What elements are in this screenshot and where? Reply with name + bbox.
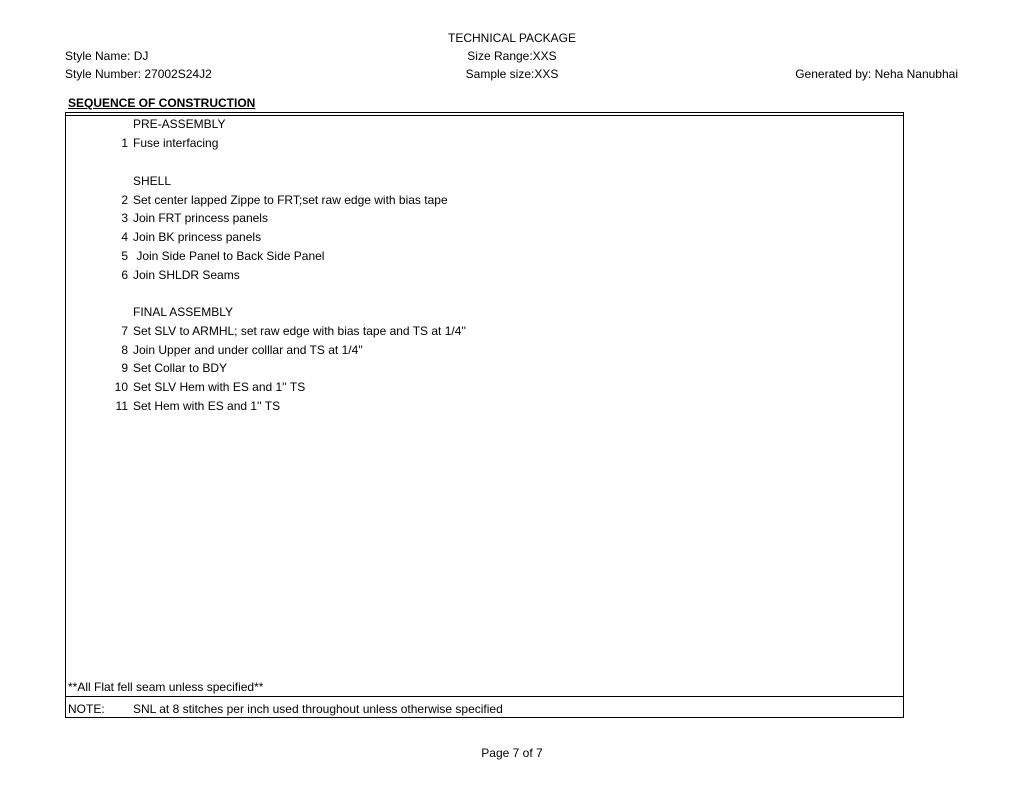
- step-row: [66, 397, 903, 415]
- step-text: Set center lapped Zippe to FRT;set raw edge with bias tape: [133, 193, 448, 207]
- sample-size: Sample size:XXS: [465, 67, 559, 81]
- step-number: 10: [114, 380, 128, 394]
- step-number: 4: [121, 230, 128, 244]
- step-number: 8: [121, 343, 128, 357]
- step-number: 7: [121, 324, 128, 338]
- style-name: Style Name: DJ: [65, 49, 149, 63]
- step-text: Fuse interfacing: [133, 136, 219, 150]
- step-text: Join FRT princess panels: [133, 211, 268, 225]
- note-row: [66, 700, 903, 718]
- generated-by: Generated by: Neha Nanubhai: [795, 67, 958, 81]
- step-row: [66, 228, 903, 246]
- step-text: Set SLV to ARMHL; set raw edge with bias tape and TS at 1/4'': [133, 324, 466, 338]
- step-row: [66, 266, 903, 284]
- section-label-pre-assembly: PRE-ASSEMBLY: [133, 117, 226, 131]
- step-text: Join Upper and under colllar and TS at 1/4'': [133, 343, 363, 357]
- page-number: Page 7 of 7: [481, 746, 543, 760]
- size-range: Size Range:XXS: [467, 49, 557, 63]
- footnote: **All Flat fell seam unless specified**: [68, 680, 264, 694]
- step-number: 6: [121, 268, 128, 282]
- step-text: Set SLV Hem with ES and 1'' TS: [133, 380, 306, 394]
- step-number: 1: [121, 136, 128, 150]
- step-number: 2: [121, 193, 128, 207]
- section-label-final-assembly: FINAL ASSEMBLY: [133, 305, 234, 319]
- note-label: NOTE:: [68, 702, 105, 716]
- step-text: Set Collar to BDY: [133, 361, 228, 375]
- note-text: SNL at 8 stitches per inch used throughout unless otherwise specified: [133, 702, 503, 716]
- step-row: [66, 341, 903, 359]
- step-number: 9: [121, 361, 128, 375]
- construction-table: [65, 112, 904, 718]
- section-heading: SEQUENCE OF CONSTRUCTION: [68, 96, 256, 110]
- step-text: Join Side Panel to Back Side Panel: [133, 249, 325, 263]
- step-row: [66, 209, 903, 227]
- step-number: 5: [121, 249, 128, 263]
- step-row: [66, 134, 903, 152]
- step-number: 3: [121, 211, 128, 225]
- step-row: [66, 191, 903, 209]
- step-number: 11: [115, 399, 128, 413]
- style-number: Style Number: 27002S24J2: [65, 67, 212, 81]
- step-row: [66, 247, 903, 265]
- step-text: Join BK princess panels: [133, 230, 262, 244]
- step-row: [66, 322, 903, 340]
- step-text: Set Hem with ES and 1'' TS: [133, 399, 281, 413]
- step-row: [66, 378, 903, 396]
- step-row: [66, 359, 903, 377]
- section-label-shell: SHELL: [133, 174, 172, 188]
- document-title: TECHNICAL PACKAGE: [447, 31, 577, 45]
- note-divider: [66, 696, 903, 697]
- step-text: Join SHLDR Seams: [133, 268, 240, 282]
